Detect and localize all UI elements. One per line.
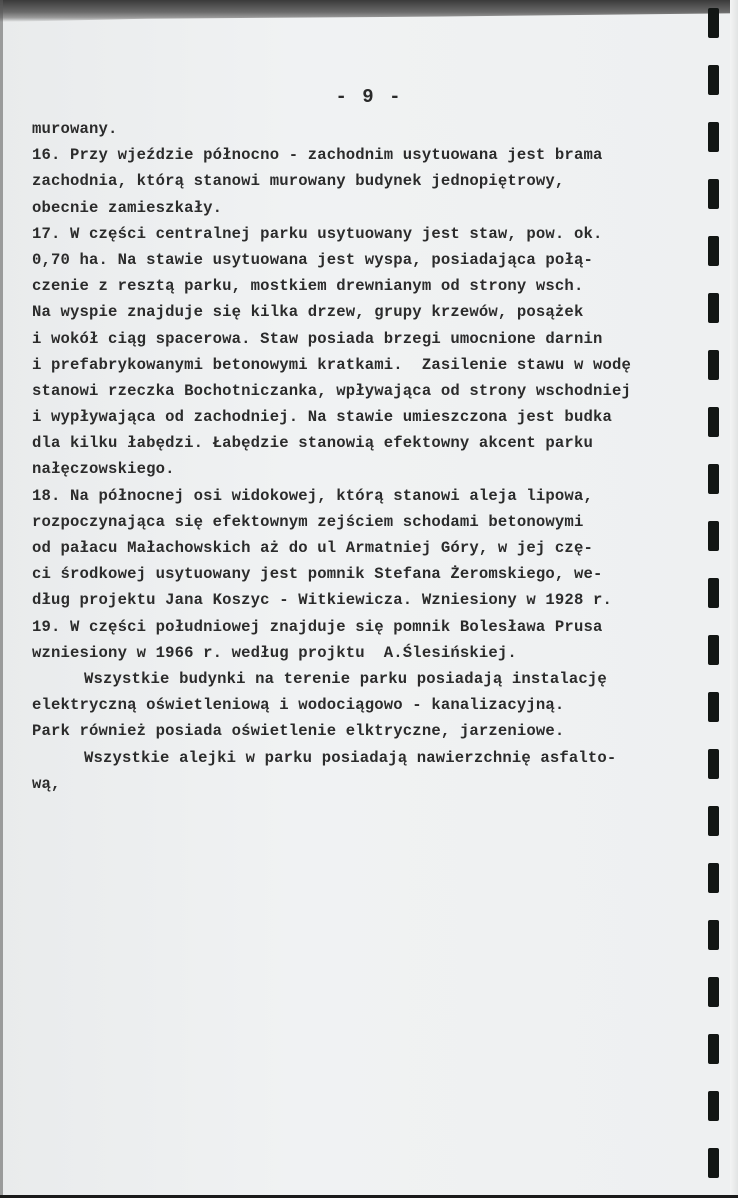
binding-hole (708, 692, 719, 722)
binding-hole (708, 806, 719, 836)
binding-hole (708, 521, 719, 551)
text-line: 0,70 ha. Na stawie usytuowana jest wyspa, posiadająca połą- (32, 250, 593, 269)
text-line: Na wyspie znajduje się kilka drzew, grupy krzewów, posążek (32, 303, 584, 322)
binding-hole (708, 578, 719, 608)
page-right-margin (730, 0, 738, 1198)
binding-hole (708, 464, 719, 494)
text-line: i prefabrykowanymi betonowymi kratkami. Zasilenie stawu w wodę (32, 355, 631, 374)
text-line-item-19: 19. W części południowej znajduje się pomnik Bolesława Prusa (32, 617, 603, 636)
text-line: dla kilku łabędzi. Łabędzie stanowią efektowny akcent parku (32, 434, 593, 453)
binding-hole (708, 293, 719, 323)
text-line: ci środkowej usytuowany jest pomnik Stefana Żeromskiego, we- (32, 565, 603, 584)
text-line: nałęczowskiego. (32, 460, 175, 479)
scan-left-edge (0, 0, 3, 1198)
text-line: zachodnia, którą stanowi murowany budynek jednopiętrowy, (32, 172, 565, 191)
text-line-item-17: 17. W części centralnej parku usytuowany jest staw, pow. ok. (32, 224, 603, 243)
binding-hole (708, 749, 719, 779)
binding-hole (708, 122, 719, 152)
binding-hole (708, 407, 719, 437)
binding-hole (708, 635, 719, 665)
binding-hole (708, 350, 719, 380)
text-line-paragraph: Wszystkie budynki na terenie parku posiadają instalację (84, 669, 607, 688)
text-line-item-18: 18. Na północnej osi widokowej, którą stanowi aleja lipowa, (32, 486, 593, 505)
binding-holes (708, 0, 720, 1198)
text-line: elektryczną oświetleniową i wodociągowo - kanalizacyjną. (32, 696, 565, 715)
binding-hole (708, 1148, 719, 1178)
text-line: rozpoczynająca się efektownym zejściem schodami betonowymi (32, 512, 584, 531)
text-line: murowany. (32, 120, 118, 138)
text-line: wą, (32, 774, 61, 793)
text-line: i wokół ciąg spacerowa. Staw posiada brzegi umocnione darnin (32, 329, 603, 348)
scan-top-shadow (0, 0, 738, 22)
typewritten-body (32, 118, 692, 795)
binding-hole (708, 1034, 719, 1064)
binding-hole (708, 8, 719, 38)
text-line: od pałacu Małachowskich aż do ul Armatniej Góry, w jej czę- (32, 539, 593, 557)
page-number: - 9 - (335, 86, 403, 108)
binding-hole (708, 179, 719, 209)
text-line: Park również posiada oświetlenie elktryczne, jarzeniowe. (32, 722, 565, 741)
text-line-item-16: 16. Przy wjeździe północno - zachodnim usytuowana jest brama (32, 146, 603, 165)
text-line: obecnie zamieszkały. (32, 198, 223, 217)
text-line: i wypływająca od zachodniej. Na stawie umieszczona jest budka (32, 408, 612, 427)
binding-hole (708, 236, 719, 266)
text-line: czenie z resztą parku, mostkiem drewnianym od strony wsch. (32, 277, 584, 296)
text-line: wzniesiony w 1966 r. według projktu A.Ślesińskiej. (32, 643, 517, 662)
binding-hole (708, 1091, 719, 1121)
binding-hole (708, 977, 719, 1007)
text-line: dług projektu Jana Koszyc - Witkiewicza. Wzniesiony w 1928 r. (32, 591, 612, 610)
binding-hole (708, 920, 719, 950)
text-line: stanowi rzeczka Bochotniczanka, wpływająca od strony wschodniej (32, 381, 631, 400)
text-line-paragraph: Wszystkie alejki w parku posiadają nawierzchnię asfalto- (84, 748, 617, 767)
binding-hole (708, 863, 719, 893)
